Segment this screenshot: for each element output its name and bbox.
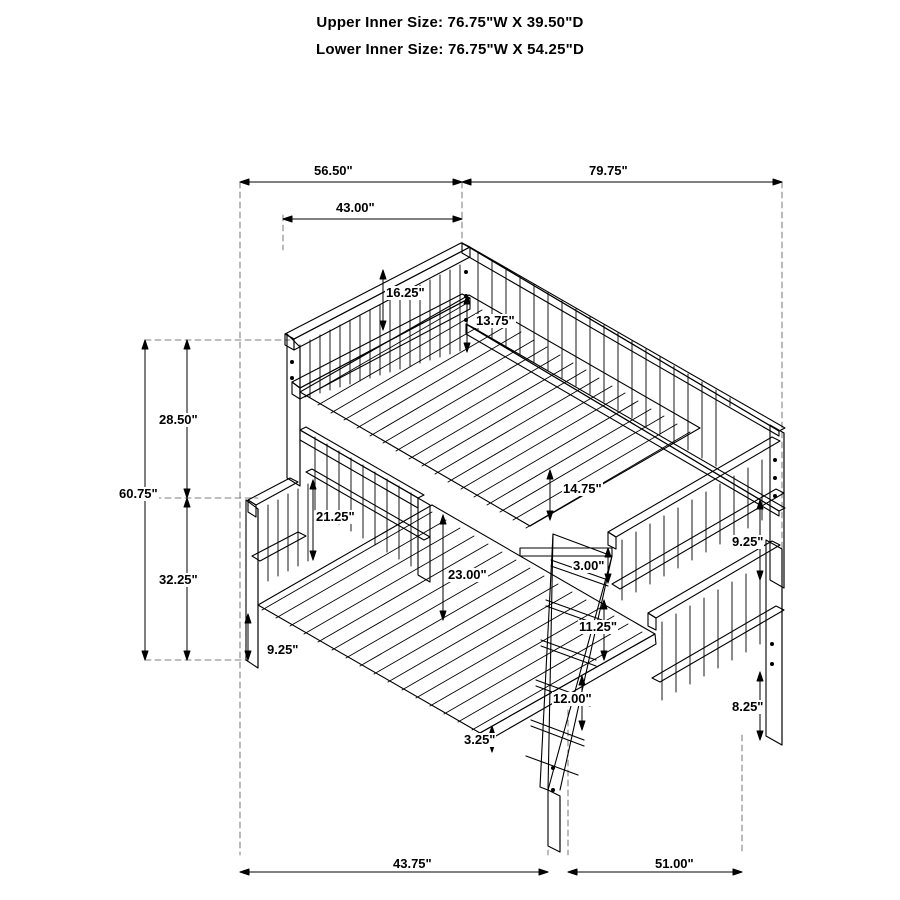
dim-11-25: 11.25" <box>579 619 617 634</box>
dim-56-50: 56.50" <box>314 163 353 178</box>
dim-21-25: 21.25" <box>316 509 355 524</box>
dim-3-25: 3.25" <box>464 732 496 747</box>
dim-43-75: 43.75" <box>393 856 432 871</box>
dim-14-75: 14.75" <box>563 481 602 496</box>
dim-28-50: 28.50" <box>159 412 198 427</box>
dim-9-25-lower: 9.25" <box>267 642 299 657</box>
dim-32-25: 32.25" <box>159 572 198 587</box>
upper-inner-size-label: Upper Inner Size: 76.75"W X 39.50"D <box>316 14 584 31</box>
dim-9-25-upper: 9.25" <box>732 534 764 549</box>
dim-12-00: 12.00" <box>553 691 592 706</box>
dim-79-75: 79.75" <box>589 163 628 178</box>
dim-23-00: 23.00" <box>448 567 487 582</box>
dim-51-00: 51.00" <box>655 856 694 871</box>
dim-43-00: 43.00" <box>336 200 375 215</box>
dim-60-75: 60.75" <box>119 486 158 501</box>
dim-16-25: 16.25" <box>386 285 425 300</box>
lower-inner-size-label: Lower Inner Size: 76.75"W X 54.25"D <box>316 41 584 58</box>
dim-13-75: 13.75" <box>476 313 515 328</box>
dim-8-25: 8.25" <box>732 699 764 714</box>
dim-3-00: 3.00" <box>573 558 605 573</box>
